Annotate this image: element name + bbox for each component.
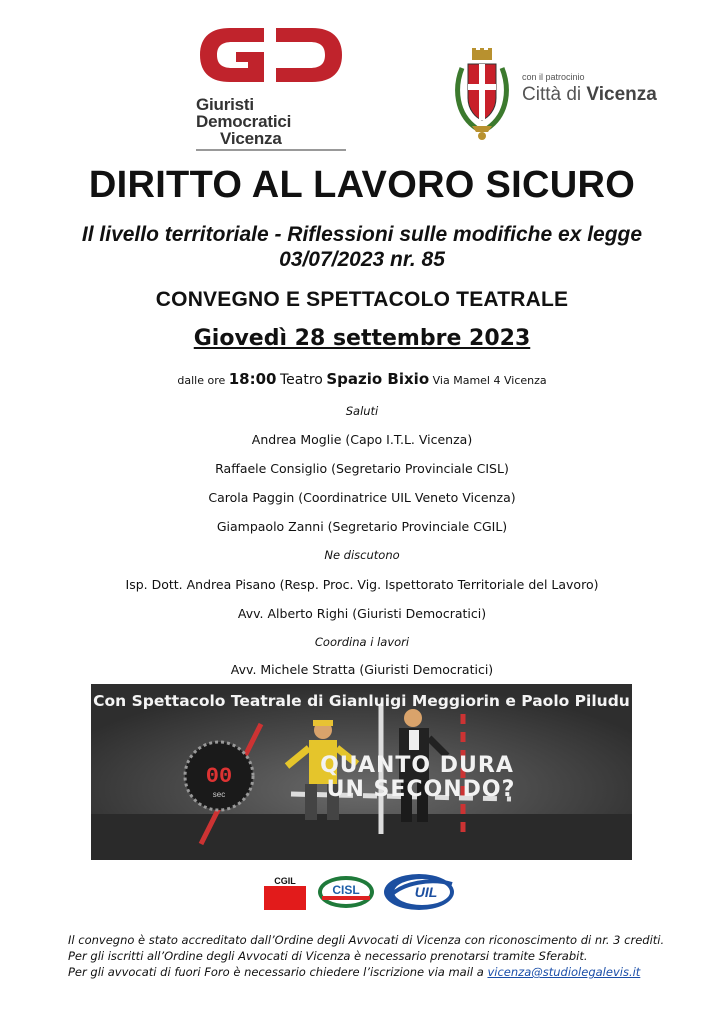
speaker-item: Carola Paggin (Coordinatrice UIL Veneto Vicenza) bbox=[208, 490, 516, 505]
gd-logo-underline bbox=[196, 149, 346, 151]
patrocinio-label: con il patrocinio bbox=[522, 72, 585, 82]
event-time: 18:00 bbox=[228, 370, 277, 388]
patrocinio-city bbox=[522, 84, 662, 106]
email-link[interactable]: vicenza@studiolegalevis.it bbox=[487, 965, 641, 979]
patrocinio-city-prefix: Città di bbox=[522, 84, 582, 105]
gd-logo-line3: Vicenza bbox=[220, 129, 282, 148]
event-type: CONVEGNO E SPETTACOLO TEATRALE bbox=[155, 288, 569, 311]
venue-label: Teatro bbox=[280, 372, 323, 388]
timer-unit: sec bbox=[212, 790, 226, 799]
discutono-label: Ne discutono bbox=[324, 548, 400, 562]
venue-name: Spazio Bixio bbox=[326, 370, 430, 388]
event-time-venue bbox=[0, 370, 724, 388]
speaker-item: Andrea Moglie (Capo I.T.L. Vicenza) bbox=[251, 432, 473, 447]
gd-logo-mark bbox=[196, 24, 346, 86]
footer-line: Il convegno è stato accreditato dall’Ordine degli Avvocati di Vicenza con riconoscimento di nr. 3 crediti. bbox=[68, 933, 665, 947]
speaker-item: Giampaolo Zanni (Segretario Provinciale CGIL) bbox=[216, 519, 508, 534]
theatre-banner bbox=[91, 684, 632, 860]
giuristi-democratici-logo bbox=[196, 24, 366, 152]
gd-logo-line1: Giuristi bbox=[196, 95, 254, 114]
speaker-item: Avv. Alberto Righi (Giuristi Democratici) bbox=[237, 606, 487, 621]
footer-line: Per gli iscritti all’Ordine degli Avvocati di Vicenza è necessario prenotarsi tramite Sferabit. bbox=[68, 949, 588, 963]
timer-digits: 00 bbox=[205, 764, 233, 789]
cgil-logo-text: CGIL bbox=[274, 876, 296, 886]
patrocinio-city-name: Vicenza bbox=[586, 84, 657, 105]
gd-logo-line2: Democratici bbox=[196, 112, 292, 131]
cisl-logo bbox=[316, 874, 376, 910]
event-date: Giovedì 28 settembre 2023 bbox=[193, 326, 531, 351]
speaker-item: Raffaele Consiglio (Segretario Provinciale CISL) bbox=[215, 461, 509, 476]
footer-line bbox=[68, 964, 668, 980]
footer-notes bbox=[68, 932, 668, 980]
event-time-prefix: dalle ore bbox=[177, 374, 226, 387]
cgil-logo bbox=[264, 876, 306, 910]
patrocinio-block bbox=[522, 72, 662, 106]
speaker-item: Avv. Michele Stratta (Giuristi Democratici) bbox=[230, 662, 494, 677]
cisl-logo-text: CISL bbox=[332, 883, 360, 897]
saluti-label: Saluti bbox=[345, 404, 379, 418]
show-title-line1: QUANTO DURA bbox=[320, 753, 514, 778]
banner-title: Con Spettacolo Teatrale di Gianluigi Meggiorin e Paolo Piludu bbox=[93, 692, 630, 710]
speaker-item: Isp. Dott. Andrea Pisano (Resp. Proc. Vig. Ispettorato Territoriale del Lavoro) bbox=[125, 577, 599, 592]
show-title-line2: UN SECONDO? bbox=[326, 777, 516, 802]
venue-address: Via Mamel 4 Vicenza bbox=[432, 374, 547, 387]
theatre-scene-image bbox=[91, 684, 632, 860]
uil-logo bbox=[382, 872, 456, 912]
page-title: DIRITTO AL LAVORO SICURO bbox=[88, 164, 636, 206]
coordina-label: Coordina i lavori bbox=[314, 635, 410, 649]
footer-line3-prefix: Per gli avvocati di fuori Foro è necessario chiedere l’iscrizione via mail a bbox=[68, 965, 484, 979]
page-subtitle: Il livello territoriale - Riflessioni sulle modifiche ex legge 03/07/2023 nr. 85 bbox=[81, 223, 643, 271]
vicenza-crest-icon bbox=[454, 48, 510, 142]
uil-logo-text: UIL bbox=[414, 884, 438, 900]
